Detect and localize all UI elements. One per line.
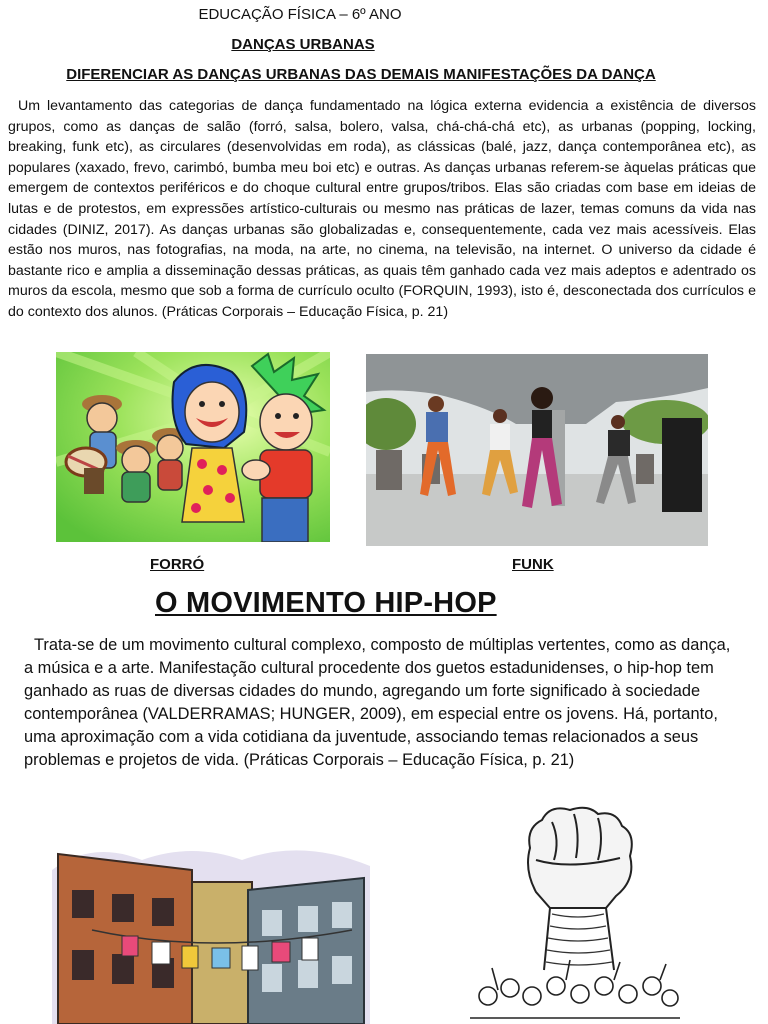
forro-caption: FORRÓ (150, 556, 205, 573)
raised-fist-illustration (470, 800, 680, 1024)
intro-paragraph: Um levantamento das categorias de dança fundamentado na lógica externa evidencia a existência de diversos grupos, como as danças de salão (forró, salsa, bolero, valsa, chá-chá-chá etc), as urbanas (popping, locking, breaking, funk etc), as circulares (desenvolvidas em roda), as clássicas (balé, jazz, dança contemporânea etc), as populares (xaxado, frevo, carimbó, bumba meu boi etc) e outras. As danças urbanas referem-se àquelas práticas que emergem de contextos periféricos e do choque cultural entre grupos/tribos. Elas são criadas com base em ideias de lutas e de protestos, em expressões artístico-culturais ou mesmo nas práticas de lazer, temas comuns da vida nas cidades (DINIZ, 2017). As danças urbanas são globalizadas e, consequentemente, cada vez mais acessíveis. Elas estão nos muros, nas fotografias, na moda, na arte, no cinema, na televisão, na internet. O universo da cidade é bastante rico e amplia a disseminação dessas práticas, as quais têm ganhado cada vez mais adeptos e adentrado os muros da escola, mesmo que sob a forma de currículo oculto (FORQUIN, 1993), isto é, desconectada dos currículos e do contexto dos alunos. (Práticas Corporais – Educação Física, p. 21) (8, 98, 756, 320)
topic-title: DANÇAS URBANAS (231, 36, 375, 53)
funk-photo (366, 354, 708, 546)
forro-illustration (56, 352, 330, 542)
city-illustration (52, 830, 370, 1024)
funk-caption: FUNK (512, 556, 554, 573)
subject-header: EDUCAÇÃO FÍSICA – 6º ANO (198, 6, 402, 23)
hiphop-paragraph: Trata-se de um movimento cultural complexo, composto de múltiplas vertentes, como as dança, a música e a arte. Manifestação cultural procedente dos guetos estadunidenses, o hip-hop tem ganhado as ruas de diversas cidades do mundo, agregando um forte significado à sociedade contemporânea (VALDERRAMAS; HUNGER, 2009), em especial entre os jovens. Há, portanto, uma aproximação com a vida cotidiana da juventude, associando temas relacionados a seus problemas e projetos de vida. (Práticas Corporais – Educação Física, p. 21) (24, 636, 731, 769)
objective-title: DIFERENCIAR AS DANÇAS URBANAS DAS DEMAIS MANIFESTAÇÕES DA DANÇA (66, 66, 656, 83)
hiphop-title: O MOVIMENTO HIP-HOP (155, 587, 497, 619)
